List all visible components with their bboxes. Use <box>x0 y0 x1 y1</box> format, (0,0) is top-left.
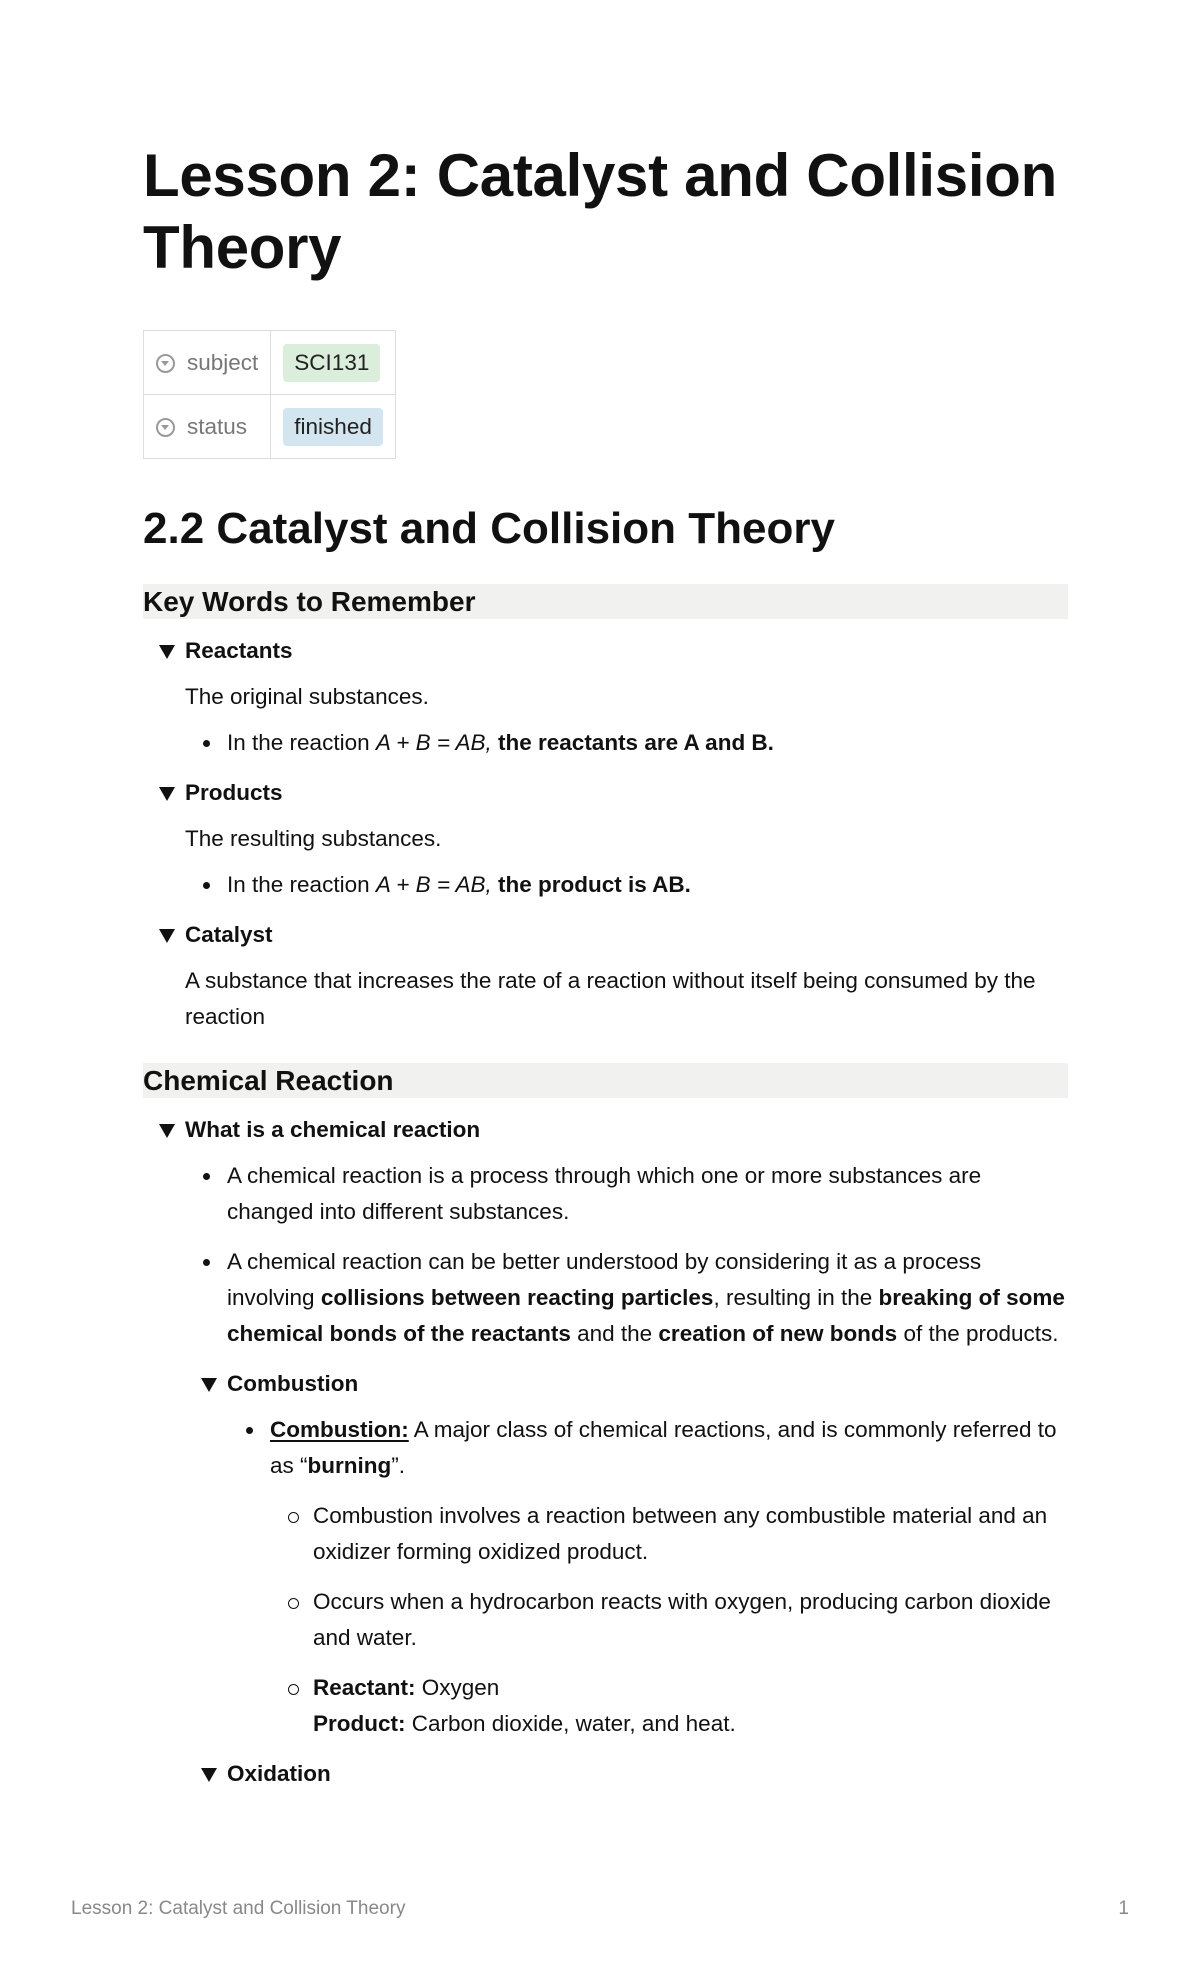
triangle-down-icon[interactable] <box>201 1768 217 1782</box>
combustion-sublist <box>143 1498 1068 1742</box>
text: In the reaction <box>227 872 376 897</box>
bold-text: Product: <box>313 1711 406 1736</box>
subject-tag[interactable]: SCI131 <box>283 344 380 382</box>
bold-text: Reactant: <box>313 1675 416 1700</box>
catalyst-description: A substance that increases the rate of a reaction without itself being consumed by the reaction <box>185 968 1036 1029</box>
bold-text: the reactants are A and B. <box>498 730 774 755</box>
toggle-label: Catalyst <box>185 922 273 947</box>
text: A major class of chemical reactions, and is commonly referred to as “ <box>270 1417 1057 1478</box>
property-name-cell <box>144 331 271 395</box>
status-tag[interactable]: finished <box>283 408 383 446</box>
property-label: subject <box>187 349 259 375</box>
property-row-status <box>144 395 396 459</box>
property-label: status <box>187 413 248 439</box>
list-item: Combustion involves a reaction between any combustible material and an oxidizer forming oxidized product. <box>313 1498 1068 1570</box>
products-list <box>143 867 1068 903</box>
triangle-down-icon[interactable] <box>159 929 175 943</box>
property-name-cell <box>144 395 271 459</box>
toggle-reactants[interactable] <box>143 633 1068 669</box>
bold-text: creation of new bonds <box>658 1321 898 1346</box>
bold-text: the product is AB. <box>498 872 691 897</box>
bold-text: collisions between reacting particles <box>320 1285 714 1310</box>
reactants-list <box>143 725 1068 761</box>
text: ”. <box>391 1453 405 1478</box>
page-title: Lesson 2: Catalyst and Collision Theory <box>143 142 1057 281</box>
toggle-combustion[interactable] <box>185 1366 1068 1402</box>
toggle-label: Products <box>185 780 283 805</box>
list-item <box>313 1670 1068 1742</box>
list-item <box>227 867 1068 903</box>
list-item: Occurs when a hydrocarbon reacts with oxygen, producing carbon dioxide and water. <box>313 1584 1068 1656</box>
triangle-down-icon[interactable] <box>159 787 175 801</box>
equation: A + B = AB, <box>375 872 492 897</box>
list-item <box>227 1244 1068 1352</box>
bold-text: breaking of some chemical bonds of the reactants <box>227 1285 1065 1346</box>
toggle-label: Oxidation <box>227 1761 331 1786</box>
text: Oxygen <box>415 1675 500 1700</box>
toggle-what-is-chemical-reaction[interactable] <box>143 1112 1068 1148</box>
list-item <box>227 725 1068 761</box>
text: , resulting in the <box>713 1285 879 1310</box>
triangle-down-icon[interactable] <box>159 1124 175 1138</box>
text: of the products. <box>897 1321 1059 1346</box>
page-content <box>143 140 1068 1792</box>
page-footer <box>71 1898 1129 1921</box>
text: A chemical reaction can be better understood by considering it as a process involving <box>227 1249 982 1310</box>
toggle-label: Combustion <box>227 1371 359 1396</box>
text: In the reaction <box>227 730 376 755</box>
triangle-down-icon[interactable] <box>159 645 175 659</box>
products-description: The resulting substances. <box>185 826 442 851</box>
reactants-description: The original substances. <box>185 684 429 709</box>
property-value-cell[interactable] <box>271 331 396 395</box>
property-value-cell[interactable] <box>271 395 396 459</box>
footer-title: Lesson 2: Catalyst and Collision Theory <box>71 1898 406 1919</box>
property-row-subject <box>144 331 396 395</box>
equation: A + B = AB, <box>375 730 492 755</box>
list-item: A chemical reaction is a process through which one or more substances are changed into different substances. <box>227 1158 1068 1230</box>
toggle-label: What is a chemical reaction <box>185 1117 481 1142</box>
toggle-products[interactable] <box>143 775 1068 811</box>
key-words-heading: Key Words to Remember <box>143 584 1068 619</box>
chemical-reaction-heading: Chemical Reaction <box>143 1063 1068 1098</box>
chemical-reaction-list <box>143 1158 1068 1352</box>
combustion-term: Combustion: <box>270 1417 409 1442</box>
select-property-icon <box>156 354 175 373</box>
toggle-catalyst[interactable] <box>143 917 1068 953</box>
text: Carbon dioxide, water, and heat. <box>405 1711 736 1736</box>
page-number: 1 <box>1118 1898 1129 1919</box>
toggle-oxidation[interactable] <box>185 1756 1068 1792</box>
section-heading: 2.2 Catalyst and Collision Theory <box>143 504 835 553</box>
bold-text: burning <box>307 1453 392 1478</box>
combustion-list <box>143 1412 1068 1484</box>
properties-table <box>143 330 396 459</box>
toggle-label: Reactants <box>185 638 293 663</box>
text: and the <box>570 1321 659 1346</box>
list-item <box>270 1412 1068 1484</box>
select-property-icon <box>156 418 175 437</box>
triangle-down-icon[interactable] <box>201 1378 217 1392</box>
